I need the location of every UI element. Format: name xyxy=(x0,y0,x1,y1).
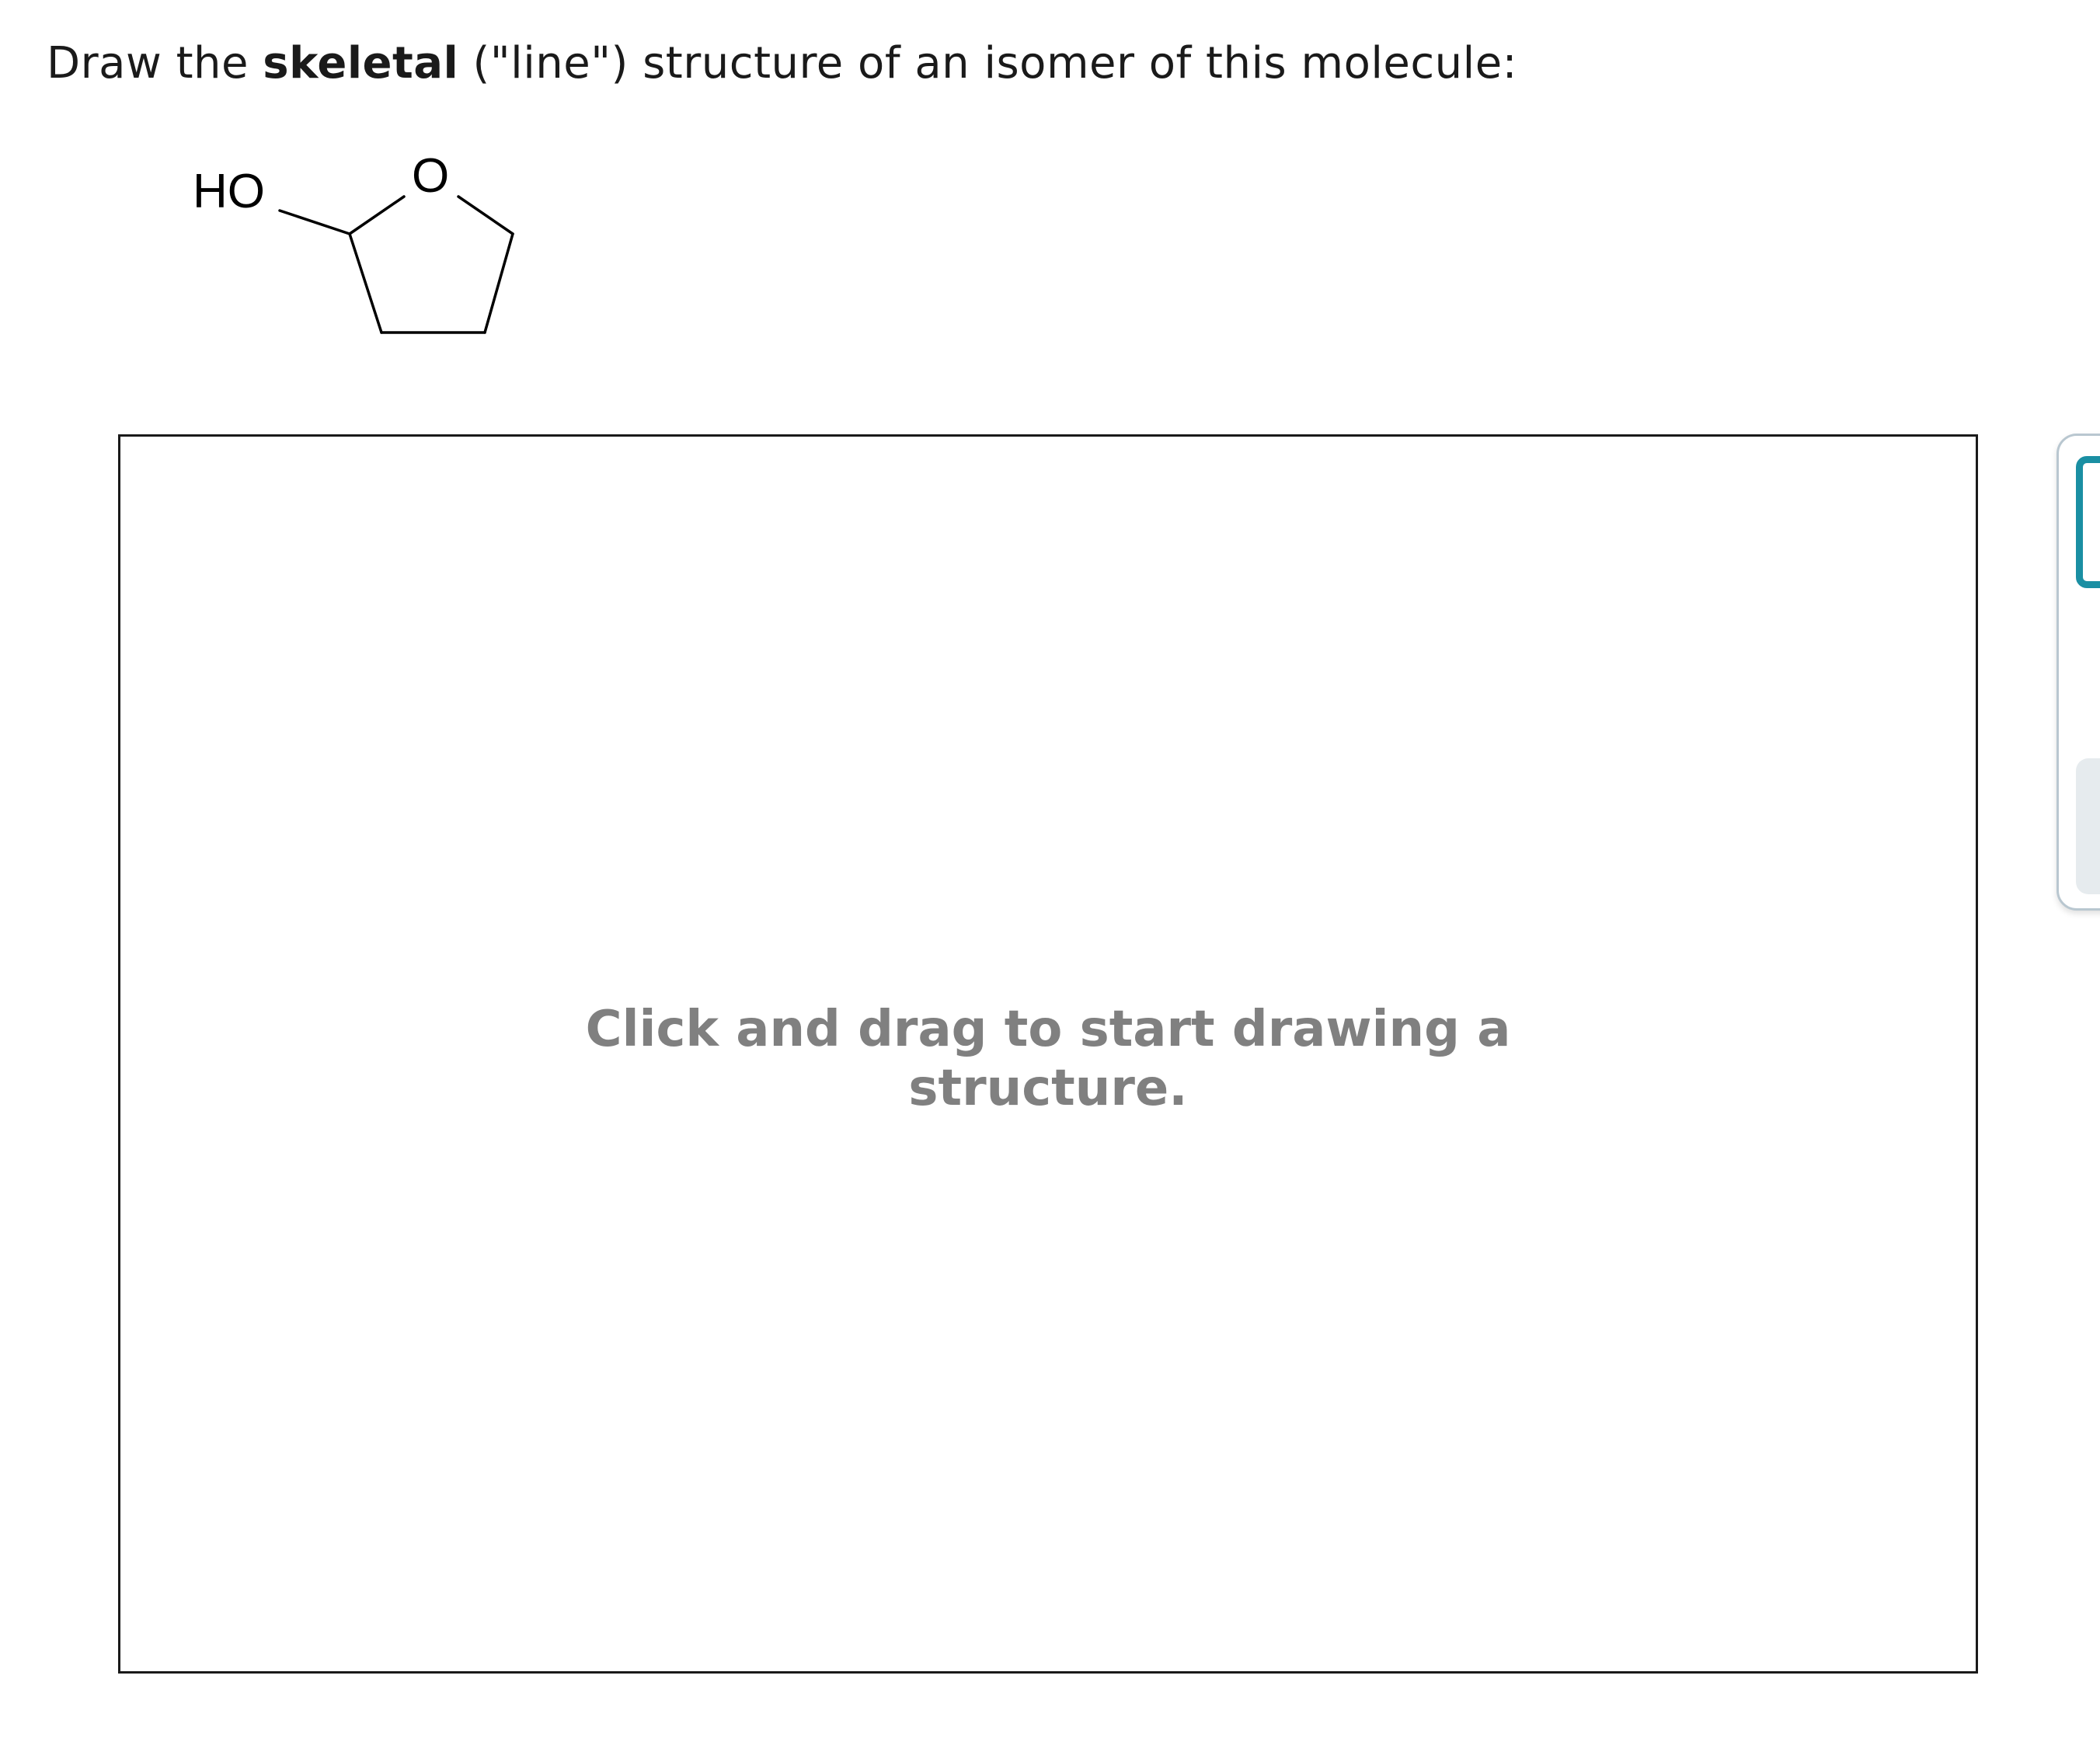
given-molecule-structure xyxy=(155,136,559,354)
answer-checkbox[interactable] xyxy=(2076,456,2100,588)
bond-ring-right xyxy=(485,234,513,333)
molecule-label-o: O xyxy=(412,149,450,203)
bond-ho-c xyxy=(280,211,350,234)
bond-ring-left xyxy=(350,234,381,333)
bond-o-c xyxy=(458,197,513,234)
question-prefix: Draw the xyxy=(47,38,263,89)
canvas-hint-line-1: Click and drag to start drawing a xyxy=(585,1001,1511,1058)
canvas-hint-line-2: structure. xyxy=(908,1060,1188,1117)
side-toolbar-button[interactable] xyxy=(2076,758,2100,894)
molecule-label-ho: HO xyxy=(193,165,265,218)
question-suffix: ("line") structure of an isomer of this molecule: xyxy=(458,38,1518,89)
question-prompt xyxy=(47,36,1517,92)
side-toolbar-panel xyxy=(2056,434,2100,911)
canvas-hint xyxy=(120,1000,1976,1118)
question-bold-term: skeletal xyxy=(263,38,459,89)
drawing-canvas[interactable] xyxy=(118,434,1978,1674)
bond-c-o xyxy=(350,197,404,234)
